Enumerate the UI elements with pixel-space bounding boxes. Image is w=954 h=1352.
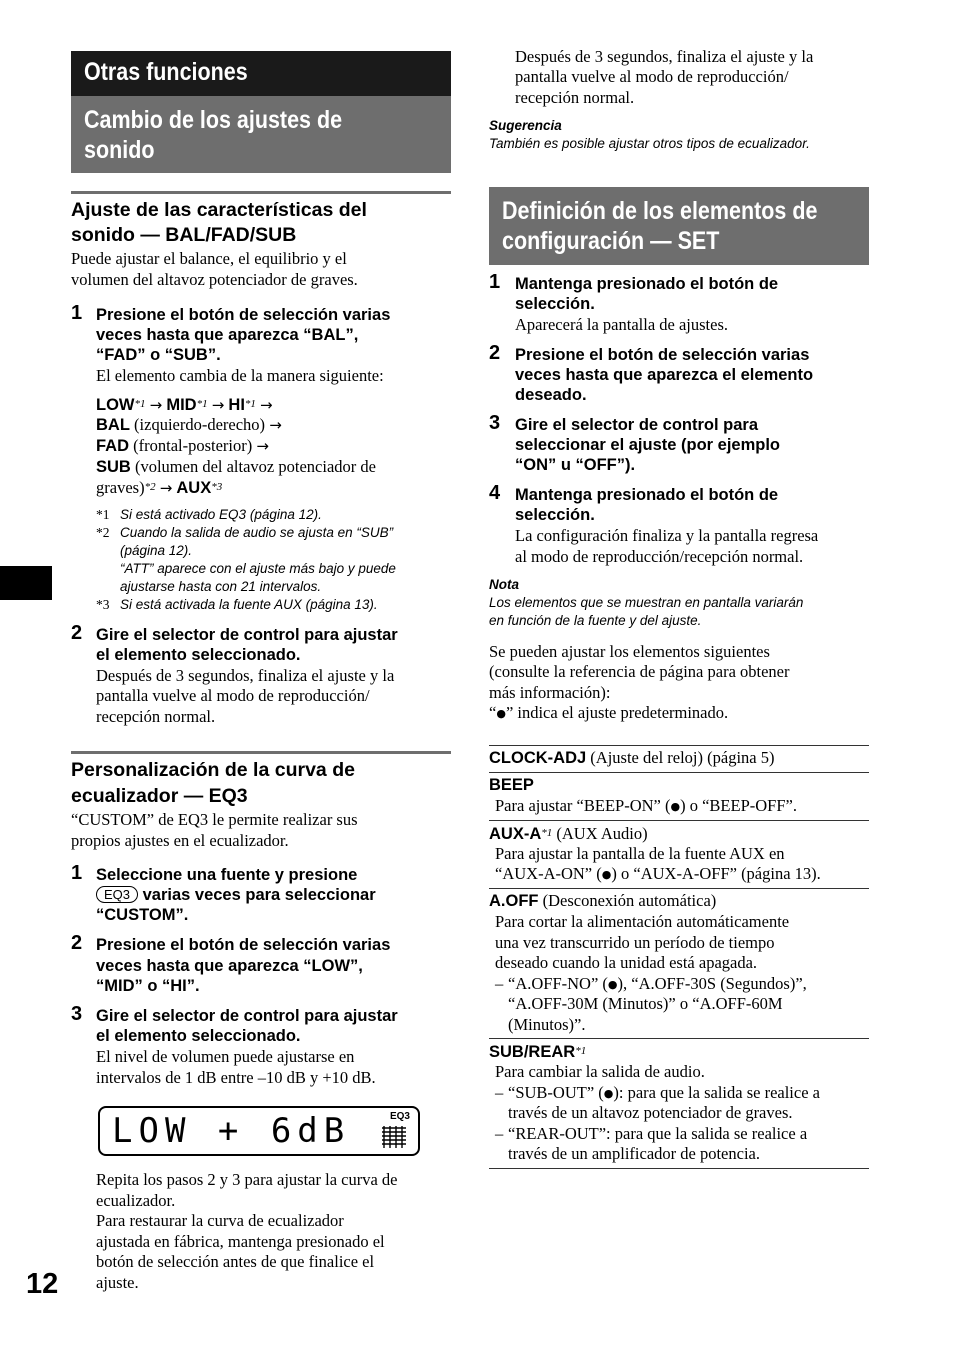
setting-name: CLOCK-ADJ — [489, 749, 587, 767]
default-dot-icon: ● — [601, 868, 612, 881]
banner-title-line1: Definición de los elementos de — [502, 197, 818, 225]
table-rule — [489, 1038, 869, 1039]
arrow-right-icon: → — [269, 416, 282, 434]
paragraph: La configuración finaliza y la pantalla regresa — [515, 526, 819, 545]
setting-name: AUX-A — [489, 825, 542, 843]
heading-bal-line1: Ajuste de las características del — [71, 199, 367, 221]
bal-label: BAL — [96, 416, 130, 434]
setting-desc — [495, 864, 821, 886]
paragraph: propios ajustes en el ecualizador. — [71, 831, 289, 850]
paragraph: “CUSTOM” de EQ3 le permite realizar sus — [71, 810, 358, 829]
footnote: Si está activado EQ3 (página 12). — [120, 507, 322, 522]
setting-desc: Para cambiar la salida de audio. — [495, 1062, 705, 1081]
list-item: través de un altavoz potenciador de graves. — [508, 1103, 793, 1122]
section-banner-ajustes-sonido — [71, 96, 451, 173]
paragraph: volumen del altavoz potenciador de graves. — [71, 270, 358, 289]
fad-desc: (frontal-posterior) — [133, 436, 253, 455]
paragraph — [489, 703, 728, 725]
sequence-line — [96, 457, 376, 478]
paragraph: Después de 3 segundos, finaliza el ajuste y la — [515, 47, 814, 66]
step-text: Gire el selector de control para ajustar — [96, 626, 398, 644]
mid-label: MID — [166, 396, 197, 414]
section-banner-set — [489, 187, 869, 265]
step-number: 3 — [71, 1003, 83, 1025]
step-text: Presione el botón de selección varias — [96, 306, 391, 324]
paragraph: ajustada en fábrica, mantenga presionado el — [96, 1232, 385, 1251]
sequence-line — [96, 415, 282, 436]
page-tab-marker — [0, 566, 52, 600]
footnote: “ATT” aparece con el ajuste más bajo y puede — [120, 561, 396, 576]
footnote-marker: *1 — [244, 398, 256, 410]
step-text: veces hasta que aparezca “BAL”, — [96, 326, 359, 344]
setting-name-beep: BEEP — [489, 776, 534, 794]
sequence-line — [96, 436, 269, 457]
paragraph: Aparecerá la pantalla de ajustes. — [515, 315, 729, 334]
banner-title-line2: sonido — [84, 136, 155, 164]
table-rule — [489, 772, 869, 773]
paragraph: pantalla vuelve al modo de reproducción/ — [515, 67, 789, 86]
paragraph: El nivel de volumen puede ajustarse en — [96, 1047, 355, 1066]
setting-name: A.OFF — [489, 892, 539, 910]
step-number: 2 — [71, 622, 83, 644]
paragraph: Se pueden ajustar los elementos siguientes — [489, 642, 770, 661]
list-item: “REAR-OUT”: para que la salida se realice a — [508, 1124, 808, 1143]
list-item: (Minutos)”. — [508, 1015, 586, 1034]
step-text — [96, 885, 376, 906]
equalizer-icon — [380, 1124, 408, 1150]
sub-desc: graves) — [96, 478, 145, 497]
tip-heading: Sugerencia — [489, 118, 562, 133]
text-part: ” indica el ajuste predeterminado. — [505, 703, 729, 722]
step-text: Mantenga presionado el botón de — [515, 486, 779, 504]
arrow-right-icon: → — [159, 479, 173, 497]
section-banner-otras-funciones — [71, 51, 451, 96]
footnote: (página 12). — [120, 543, 193, 558]
footnote-marker: *2 — [96, 525, 110, 540]
setting-desc: (Ajuste del reloj) (página 5) — [590, 748, 775, 767]
banner-title-line2: configuración — SET — [502, 227, 720, 255]
setting-desc — [495, 796, 797, 818]
page-number: 12 — [26, 1268, 59, 1300]
sequence-line — [96, 394, 273, 416]
step-text: “CUSTOM”. — [96, 906, 189, 924]
low-label: LOW — [96, 396, 135, 414]
text-part: Para ajustar “BEEP-ON” ( — [495, 796, 671, 815]
paragraph: recepción normal. — [96, 707, 216, 726]
text-part: ): para que la salida se realice a — [613, 1083, 820, 1102]
banner-title-line1: Cambio de los ajustes de — [84, 106, 343, 134]
paragraph: ecualizador. — [96, 1191, 176, 1210]
arrow-right-icon: → — [260, 396, 273, 414]
paragraph: al modo de reproducción/recepción normal. — [515, 547, 804, 566]
text-part: “ — [489, 703, 497, 722]
footnote-marker: *3 — [211, 481, 223, 493]
step-text: Presione el botón de selección varias — [96, 936, 391, 954]
paragraph: recepción normal. — [515, 88, 635, 107]
footnote-marker: *1 — [575, 1045, 587, 1057]
setting-sub-rear — [489, 1041, 586, 1063]
bal-desc: (izquierdo-derecho) — [134, 415, 266, 434]
paragraph: El elemento cambia de la manera siguiente: — [96, 366, 384, 385]
setting-desc: deseado cuando la unidad está apagada. — [495, 953, 758, 972]
setting-desc: Para cortar la alimentación automáticamente — [495, 912, 790, 931]
footnote: Cuando la salida de audio se ajusta en “SUB” — [120, 525, 394, 540]
list-dash: – — [495, 974, 504, 993]
setting-a-off — [489, 891, 716, 912]
step-text: Presione el botón de selección varias — [515, 346, 810, 364]
lcd-text: LOW + 6dB — [112, 1111, 351, 1151]
paragraph: Puede ajustar el balance, el equilibrio y el — [71, 249, 347, 268]
step-text: selección. — [515, 295, 595, 313]
footnote: ajustarse hasta con 21 intervalos. — [120, 579, 322, 594]
arrow-right-icon: → — [256, 437, 269, 455]
arrow-right-icon: → — [211, 396, 225, 414]
heading-eq3-line2: ecualizador — EQ3 — [71, 785, 248, 807]
paragraph: ajuste. — [96, 1273, 139, 1292]
step-number: 2 — [71, 932, 83, 954]
arrow-right-icon: → — [149, 396, 163, 414]
default-dot-icon: ● — [670, 800, 681, 813]
list-item: través de un amplificador de potencia. — [508, 1144, 760, 1163]
note-heading: Nota — [489, 577, 519, 592]
step-text: “FAD” o “SUB”. — [96, 346, 221, 364]
text-part: “A.OFF-NO” ( — [508, 974, 608, 993]
list-item: “A.OFF-30M (Minutos)” o “A.OFF-60M — [508, 994, 783, 1013]
text-part: ) o “AUX-A-OFF” (página 13). — [611, 864, 821, 883]
step-number: 1 — [489, 271, 501, 293]
list-dash: – — [495, 1124, 504, 1143]
step-number: 2 — [489, 342, 501, 364]
step-text: selección. — [515, 506, 595, 524]
note-text: en función de la fuente y del ajuste. — [489, 613, 702, 628]
step-text: Mantenga presionado el botón de — [515, 275, 779, 293]
step-text: el elemento seleccionado. — [96, 646, 301, 664]
setting-desc: (Desconexión automática) — [542, 891, 717, 910]
step-text: veces hasta que aparezca el elemento — [515, 366, 814, 384]
heading-bal-line2: sonido — BAL/FAD/SUB — [71, 224, 297, 246]
sub-label: SUB — [96, 458, 131, 476]
step-text: “MID” o “HI”. — [96, 977, 200, 995]
step-text: veces hasta que aparezca “LOW”, — [96, 957, 363, 975]
text-part: ), “A.OFF-30S (Segundos)”, — [617, 974, 807, 993]
list-item — [508, 1083, 820, 1105]
setting-desc: (AUX Audio) — [556, 824, 648, 843]
footnote-marker: *1 — [541, 827, 553, 839]
default-dot-icon: ● — [607, 978, 618, 991]
default-dot-icon: ● — [496, 707, 506, 720]
section-rule — [71, 751, 451, 754]
note-text: Los elementos que se muestran en pantalla variarán — [489, 595, 804, 610]
table-rule — [489, 820, 869, 821]
step-text: Seleccione una fuente y presione — [96, 866, 358, 884]
step-number: 1 — [71, 302, 83, 324]
section-rule — [71, 191, 451, 194]
step-number: 1 — [71, 862, 83, 884]
sequence-line — [96, 477, 222, 499]
step-number: 4 — [489, 482, 501, 504]
footnote-marker: *2 — [144, 481, 156, 493]
text-part: ) o “BEEP-OFF”. — [680, 796, 797, 815]
footnote-marker: *1 — [134, 398, 146, 410]
paragraph: Repita los pasos 2 y 3 para ajustar la curva de — [96, 1170, 398, 1189]
list-item — [508, 974, 807, 996]
paragraph: (consulte la referencia de página para obtener — [489, 662, 790, 681]
aux-label: AUX — [176, 479, 212, 497]
step-number: 3 — [489, 412, 501, 434]
step-text: el elemento seleccionado. — [96, 1027, 301, 1045]
setting-desc: una vez transcurrido un período de tiempo — [495, 933, 775, 952]
setting-desc: Para ajustar la pantalla de la fuente AUX en — [495, 844, 785, 863]
heading-eq3-line1: Personalización de la curva de — [71, 759, 355, 781]
footnote-marker: *1 — [196, 398, 208, 410]
lcd-eq-badge: EQ3 — [389, 1111, 410, 1122]
list-dash: – — [495, 1083, 504, 1102]
paragraph: botón de selección antes de que finalice el — [96, 1252, 375, 1271]
footnote-marker: *1 — [96, 507, 110, 522]
step-text-part: varias veces para seleccionar — [142, 886, 376, 904]
step-text: seleccionar el ajuste (por ejemplo — [515, 436, 781, 454]
setting-clock-adj — [489, 748, 774, 769]
paragraph: Para restaurar la curva de ecualizador — [96, 1211, 344, 1230]
sub-desc: (volumen del altavoz potenciador de — [134, 457, 376, 476]
setting-name: SUB/REAR — [489, 1043, 576, 1061]
paragraph: Después de 3 segundos, finaliza el ajuste y la — [96, 666, 395, 685]
eq3-button[interactable]: EQ3 — [96, 886, 138, 903]
fad-label: FAD — [96, 437, 129, 455]
footnote-marker: *3 — [96, 597, 110, 612]
step-text: Gire el selector de control para ajustar — [96, 1007, 398, 1025]
paragraph: más información): — [489, 683, 611, 702]
setting-aux-a — [489, 823, 648, 845]
tip-text: También es posible ajustar otros tipos de ecualizador. — [489, 136, 810, 151]
paragraph: intervalos de 1 dB entre –10 dB y +10 dB. — [96, 1068, 376, 1087]
table-rule — [489, 1168, 869, 1169]
lcd-display — [98, 1106, 420, 1156]
step-text: deseado. — [515, 386, 587, 404]
hi-label: HI — [228, 396, 245, 414]
table-rule — [489, 745, 869, 746]
step-text: Gire el selector de control para — [515, 416, 759, 434]
table-rule — [489, 888, 869, 889]
paragraph: pantalla vuelve al modo de reproducción/ — [96, 686, 370, 705]
step-text: “ON” u “OFF”). — [515, 456, 636, 474]
footnote: Si está activada la fuente AUX (página 13). — [120, 597, 378, 612]
text-part: “AUX-A-ON” ( — [495, 864, 602, 883]
default-dot-icon: ● — [603, 1087, 614, 1100]
banner-title: Otras funciones — [84, 58, 248, 86]
text-part: “SUB-OUT” ( — [508, 1083, 604, 1102]
